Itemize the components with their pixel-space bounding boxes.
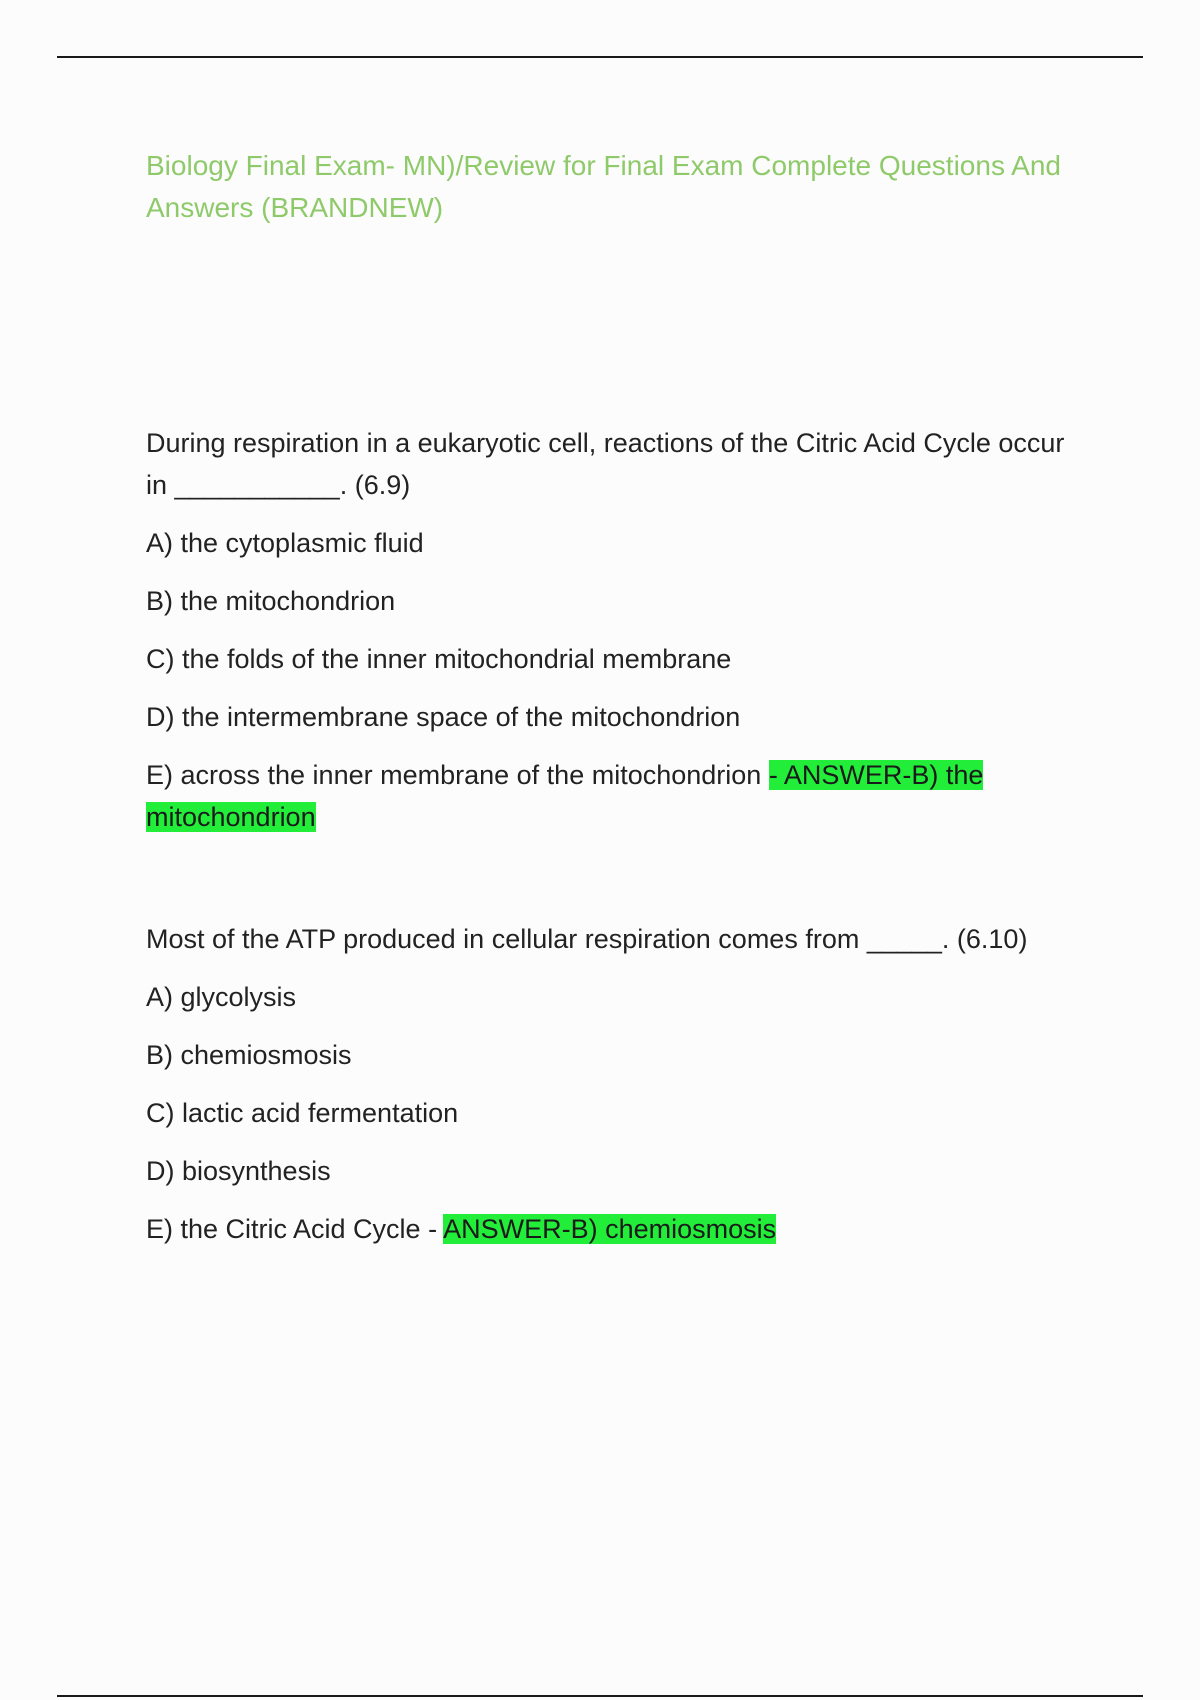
document-title: Biology Final Exam- MN)/Review for Final Exam Complete Questions And Answers (BRANDNEW) [146, 150, 1062, 223]
footer-rule [57, 1695, 1143, 1697]
answer-highlight: ANSWER-B) chemiosmosis [443, 1214, 777, 1244]
option-b: B) chemiosmosis [146, 1040, 352, 1070]
option-a: A) glycolysis [146, 982, 297, 1012]
option-c: C) the folds of the inner mitochondrial membrane [146, 644, 732, 674]
option-e-text: E) the Citric Acid Cycle - [146, 1214, 444, 1244]
question-1 [146, 422, 1086, 854]
option-e [146, 754, 1086, 838]
question-stem: Most of the ATP produced in cellular respiration comes from _____. (6.10) [146, 924, 1028, 954]
option-b: B) the mitochondrion [146, 586, 396, 616]
question-2 [146, 918, 1086, 1266]
option-a: A) the cytoplasmic fluid [146, 528, 424, 558]
option-c: C) lactic acid fermentation [146, 1098, 459, 1128]
option-d: D) biosynthesis [146, 1156, 331, 1186]
option-e-text: E) across the inner membrane of the mitochondrion [146, 760, 769, 790]
option-e [146, 1208, 1086, 1250]
header-rule [57, 56, 1143, 58]
option-d: D) the intermembrane space of the mitochondrion [146, 702, 741, 732]
question-stem: During respiration in a eukaryotic cell, reactions of the Citric Acid Cycle occur in ___________. (6.9) [146, 428, 1065, 500]
answer-highlight: - ANSWER-B) the mitochondrion [146, 760, 984, 832]
